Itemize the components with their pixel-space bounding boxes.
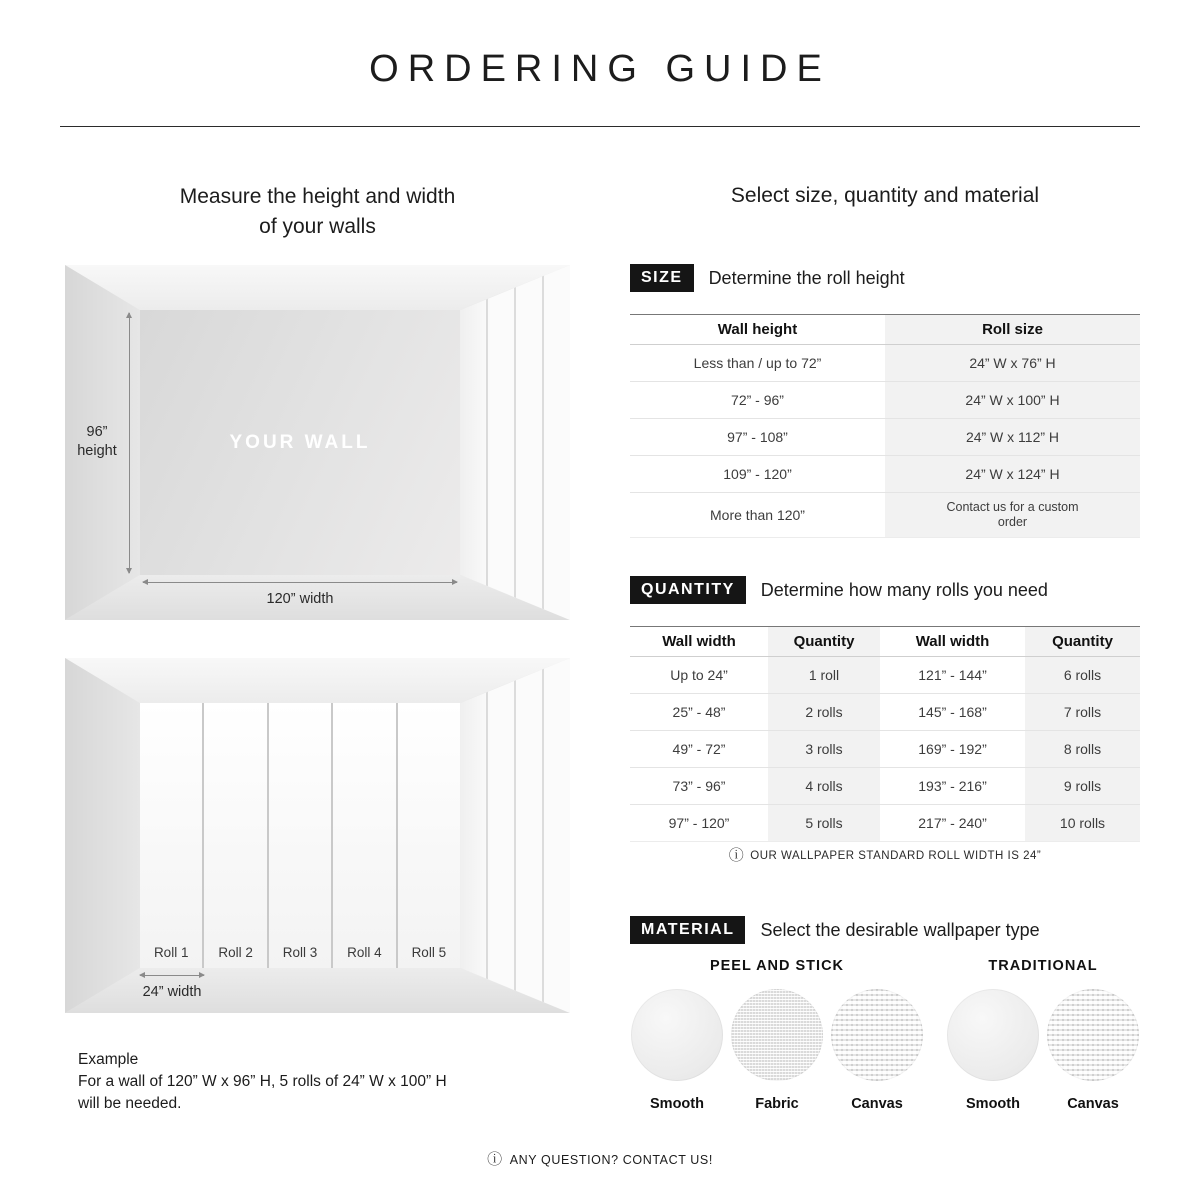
roll-label: Roll 4 xyxy=(347,945,382,960)
rolls-illustration xyxy=(65,658,570,1013)
size-table-row xyxy=(630,345,1140,382)
room-left-wall xyxy=(65,658,140,1013)
quantity-table-row xyxy=(630,768,1140,805)
quantity-cell: 6 rolls xyxy=(1025,657,1140,693)
roll-size-cell: 24” W x 76” H xyxy=(885,345,1140,381)
example-note xyxy=(78,1049,568,1115)
your-wall xyxy=(140,310,460,575)
standard-roll-width-note xyxy=(630,848,1140,863)
quantity-table-row xyxy=(630,805,1140,842)
roll-width-label: 24” width xyxy=(142,984,202,1000)
roll-label: Roll 1 xyxy=(153,945,189,960)
material-option-label: Canvas xyxy=(851,1096,903,1112)
wall-width-cell: 25” - 48” xyxy=(672,704,726,720)
wall-width-cell: 169” - 192” xyxy=(918,741,987,757)
wall-width-cell: 121” - 144” xyxy=(918,667,987,683)
roll-label: Roll 2 xyxy=(218,945,253,960)
wall-width-cell: Up to 24” xyxy=(670,667,728,683)
roll-panel xyxy=(204,703,266,968)
left-column-heading xyxy=(65,182,570,242)
roll-panels xyxy=(140,703,460,968)
material-option-canvas xyxy=(830,989,924,1112)
size-table-row xyxy=(630,456,1140,493)
roll-size-cell xyxy=(885,493,1140,537)
size-table-header-row xyxy=(630,315,1140,345)
size-table-row xyxy=(630,419,1140,456)
quantity-section-header xyxy=(630,576,1048,604)
wall-height-cell: Less than / up to 72” xyxy=(693,355,822,371)
info-icon: ⓘ xyxy=(487,1151,503,1168)
material-option-label: Canvas xyxy=(1067,1096,1119,1112)
width-dimension-label: 120” width xyxy=(266,591,334,607)
title-divider xyxy=(60,126,1140,127)
roll-size-column-header: Roll size xyxy=(885,315,1140,344)
size-table-row xyxy=(630,493,1140,538)
quantity-column-header: Quantity xyxy=(768,627,880,656)
wall-width-cell: 217” - 240” xyxy=(918,815,987,831)
height-word: height xyxy=(77,443,117,459)
left-heading-line1: Measure the height and width xyxy=(179,185,456,208)
size-section-header xyxy=(630,264,905,292)
quantity-cell: 2 rolls xyxy=(768,694,880,730)
material-option-label: Fabric xyxy=(755,1096,799,1112)
roll-label: Roll 3 xyxy=(282,945,318,960)
quantity-cell: 9 rolls xyxy=(1025,768,1140,804)
quantity-table-row xyxy=(630,694,1140,731)
material-badge: MATERIAL xyxy=(630,916,745,944)
material-group-traditional xyxy=(946,958,1140,1112)
material-section-header xyxy=(630,916,1040,944)
standard-roll-width-text: OUR WALLPAPER STANDARD ROLL WIDTH IS 24” xyxy=(750,849,1042,862)
wall-width-cell: 73” - 96” xyxy=(672,778,726,794)
roll-panel xyxy=(398,703,460,968)
traditional-title: TRADITIONAL xyxy=(988,958,1098,974)
quantity-cell: 3 rolls xyxy=(768,731,880,767)
traditional-swatches xyxy=(946,989,1140,1112)
material-group-peel-and-stick xyxy=(630,958,924,1112)
example-line1: For a wall of 120” W x 96” H, 5 rolls of 24” W x 100” H xyxy=(78,1073,447,1090)
your-wall-label: YOUR WALL xyxy=(229,431,371,453)
page-title: ORDERING GUIDE xyxy=(369,48,831,90)
quantity-table-row xyxy=(630,657,1140,694)
material-option-label: Smooth xyxy=(650,1096,704,1112)
material-option-fabric xyxy=(730,989,824,1112)
size-table-row xyxy=(630,382,1140,419)
size-badge: SIZE xyxy=(630,264,694,292)
wall-width-cell: 49” - 72” xyxy=(672,741,726,757)
room-window xyxy=(458,658,570,1013)
fabric-texture-swatch xyxy=(731,989,823,1081)
smooth-texture-swatch xyxy=(631,989,723,1081)
roll-panel xyxy=(333,703,395,968)
quantity-table xyxy=(630,626,1140,842)
quantity-cell: 1 roll xyxy=(768,657,880,693)
height-dimension-label xyxy=(67,423,127,461)
quantity-cell: 7 rolls xyxy=(1025,694,1140,730)
material-options xyxy=(630,958,1140,1112)
wall-width-cell: 145” - 168” xyxy=(918,704,987,720)
wall-width-cell: 97” - 120” xyxy=(668,815,730,831)
roll-panel xyxy=(140,703,202,968)
info-icon: ⓘ xyxy=(728,847,745,864)
wall-width-column-header: Wall width xyxy=(915,633,990,650)
custom-order-text: Contact us for a custom order xyxy=(946,500,1079,529)
smooth-texture-swatch xyxy=(947,989,1039,1081)
quantity-subtitle: Determine how many rolls you need xyxy=(760,579,1048,600)
wall-height-cell: 109” - 120” xyxy=(723,466,792,482)
roll-panel xyxy=(269,703,331,968)
wall-width-column-header: Wall width xyxy=(662,633,736,650)
material-option-smooth xyxy=(630,989,724,1112)
canvas-texture-swatch xyxy=(831,989,923,1081)
height-dimension-line xyxy=(129,313,130,573)
material-option-smooth xyxy=(946,989,1040,1112)
material-option-canvas xyxy=(1046,989,1140,1112)
quantity-table-row xyxy=(630,731,1140,768)
size-subtitle: Determine the roll height xyxy=(708,267,905,288)
example-title: Example xyxy=(78,1051,139,1068)
wall-height-cell: 97” - 108” xyxy=(727,429,788,445)
roll-size-cell: 24” W x 112” H xyxy=(885,419,1140,455)
material-subtitle: Select the desirable wallpaper type xyxy=(760,919,1040,940)
wall-width-cell: 193” - 216” xyxy=(918,778,987,794)
peel-and-stick-swatches xyxy=(630,989,924,1112)
width-dimension-line xyxy=(143,582,457,583)
quantity-cell: 4 rolls xyxy=(768,768,880,804)
right-column-heading: Select size, quantity and material xyxy=(730,184,1040,207)
roll-size-cell: 24” W x 100” H xyxy=(885,382,1140,418)
example-line2: will be needed. xyxy=(78,1095,182,1112)
quantity-table-header-row xyxy=(630,627,1140,657)
wall-height-cell: 72” - 96” xyxy=(731,392,784,408)
quantity-badge: QUANTITY xyxy=(630,576,746,604)
roll-size-cell: 24” W x 124” H xyxy=(885,456,1140,492)
footer-contact-note xyxy=(0,1152,1200,1167)
roll-width-dimension-line xyxy=(140,975,204,976)
wall-measure-illustration xyxy=(65,265,570,620)
wall-height-cell: More than 120” xyxy=(710,507,805,523)
quantity-cell: 10 rolls xyxy=(1025,805,1140,841)
wall-height-column-header: Wall height xyxy=(717,321,798,338)
size-table xyxy=(630,314,1140,538)
quantity-column-header: Quantity xyxy=(1025,627,1140,656)
material-option-label: Smooth xyxy=(966,1096,1020,1112)
height-value: 96” xyxy=(86,424,108,440)
peel-and-stick-title: PEEL AND STICK xyxy=(709,958,845,974)
roll-label: Roll 5 xyxy=(411,945,447,960)
quantity-cell: 8 rolls xyxy=(1025,731,1140,767)
room-window xyxy=(458,265,570,620)
footer-text: ANY QUESTION? CONTACT US! xyxy=(509,1152,713,1167)
canvas-texture-swatch xyxy=(1047,989,1139,1081)
quantity-cell: 5 rolls xyxy=(768,805,880,841)
left-heading-line2: of your walls xyxy=(259,215,376,238)
